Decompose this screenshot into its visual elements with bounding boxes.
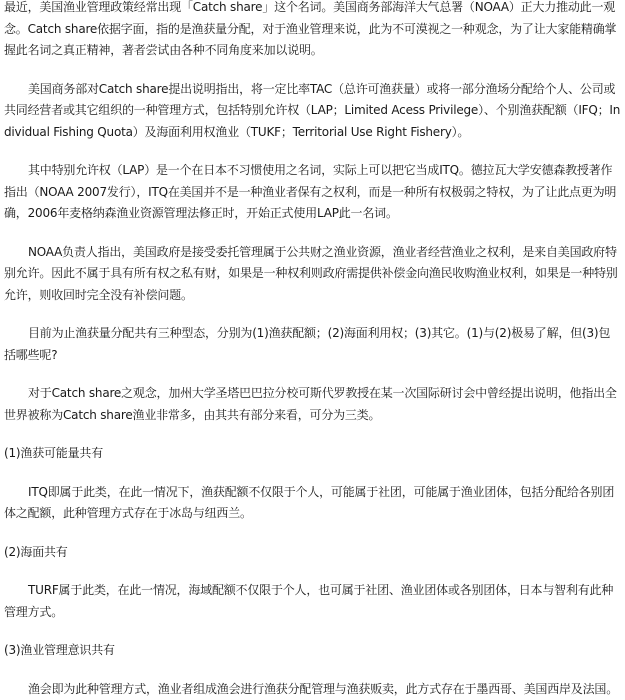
heading-catch-quota-shared: (1)渔获可能量共有: [4, 443, 621, 465]
heading-management-shared: (3)渔业管理意识共有: [4, 640, 621, 662]
paragraph-commerce-definition: 美国商务部对Catch share提出说明指出，将一定比率TAC（总许可渔获量）或将一部分渔场分配给个人、公司或共同经营者或其它组织的一种管理方式，包括特别允许权（LAP；Limited Acess Privilege）、个别渔获配额（IFQ；Individual Fishing Quota）及海面利用权渔业（TUKF；Territorial Use Right Fishery）。: [4, 79, 621, 144]
paragraph-turf: TURF属于此类，在此一情况，海域配额不仅限于个人，也可属于社团、渔业团体或各别团体，日本与智利有此种管理方式。: [4, 580, 621, 623]
paragraph-itq: ITQ即属于此类，在此一情况下，渔获配额不仅限于个人，可能属于社团，可能属于渔业团体，包括分配给各别团体之配额，此种管理方式存在于冰岛与纽西兰。: [4, 482, 621, 525]
paragraph-lap-explanation: 其中特别允许权（LAP）是一个在日本不习惯使用之名词，实际上可以把它当成ITQ。德拉瓦大学安德森教授著作指出（NOAA 2007发行），ITQ在美国并不是一种渔业者保有之权利，而是一种所有权极弱之特权，为了让此点更为明确，2006年麦格纳森渔业资源管理法修正时，开始正式使用LAP此一名词。: [4, 160, 621, 225]
paragraph-noaa-statement: NOAA负责人指出，美国政府是接受委托管理属于公共财之渔业资源，渔业者经营渔业之权利，是来自美国政府特别允许。因此不属于具有所有权之私有财，如果是一种权利则政府需提供补偿金向渔民收购渔业权利，如果是一种特别允许，则收回时完全没有补偿问题。: [4, 242, 621, 307]
paragraph-fishery-association: 渔会即为此种管理方式，渔业者组成渔会进行渔获分配管理与渔获贩卖，此方式存在于墨西哥、美国西岸及法国。: [4, 679, 621, 700]
heading-sea-area-shared: (2)海面共有: [4, 542, 621, 564]
paragraph-costello-view: 对于Catch share之观念，加州大学圣塔巴巴拉分校可斯代罗教授在某一次国际研讨会中曾经提出说明，他指出全世界被称为Catch share渔业非常多，由其共有部分来看，可分为三类。: [4, 383, 621, 426]
paragraph-catch-share-intro: 最近，美国渔业管理政策经常出现「Catch share」这个名词。美国商务部海洋大气总署（NOAA）正大力推动此一观念。Catch share依据字面，指的是渔获量分配，对于渔业管理来说，此为不可漠视之一种观念，为了让大家能精确掌握此名词之真正精神，著者尝试由各种不同角度来加以说明。: [4, 0, 621, 62]
paragraph-three-types: 目前为止渔获量分配共有三种型态，分别为(1)渔获配额；(2)海面利用权；(3)其它。(1)与(2)极易了解，但(3)包括哪些呢?: [4, 323, 621, 366]
